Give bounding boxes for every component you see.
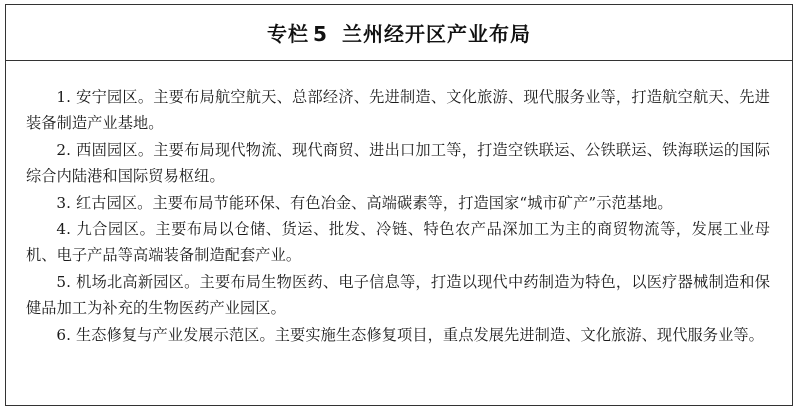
paragraph-airport-north: 5. 机场北高新园区。主要布局生物医药、电子信息等，打造以现代中药制造为特色，以医疗器械制造和保健品加工为补充的生物医药产业园区。 bbox=[26, 272, 770, 318]
paragraph-jiuhe: 4. 九合园区。主要布局以仓储、货运、批发、冷链、特色农产品深加工为主的商贸物流等，发展工业母机、电子产品等高端装备制造配套产业。 bbox=[26, 220, 770, 265]
box-label: 专栏 bbox=[267, 22, 310, 46]
paragraph-anning: 1. 安宁园区。主要布局航空航天、总部经济、先进制造、文化旅游、现代服务业等，打造航空航天、先进装备制造产业基地。 bbox=[26, 88, 770, 133]
paragraph-honggu: 3. 红古园区。主要布局节能环保、有色冶金、高端碳素等，打造国家“城市矿产”示范基地。 bbox=[56, 193, 673, 212]
box-header bbox=[6, 5, 792, 61]
box-title bbox=[267, 18, 531, 47]
box-number: 5 bbox=[313, 22, 328, 46]
paragraph-xigu: 2. 西固园区。主要布局现代物流、现代商贸、进出口加工等，打造空铁联运、公铁联运、铁海联运的国际综合内陆港和国际贸易枢纽。 bbox=[26, 140, 770, 186]
paragraph-ecological: 6. 生态修复与产业发展示范区。主要实施生态修复项目，重点发展先进制造、文化旅游、现代服务业等。 bbox=[56, 325, 764, 344]
box-title-text: 兰州经开区产业布局 bbox=[341, 22, 531, 46]
box-content bbox=[6, 61, 792, 348]
sidebar-box bbox=[5, 4, 793, 406]
